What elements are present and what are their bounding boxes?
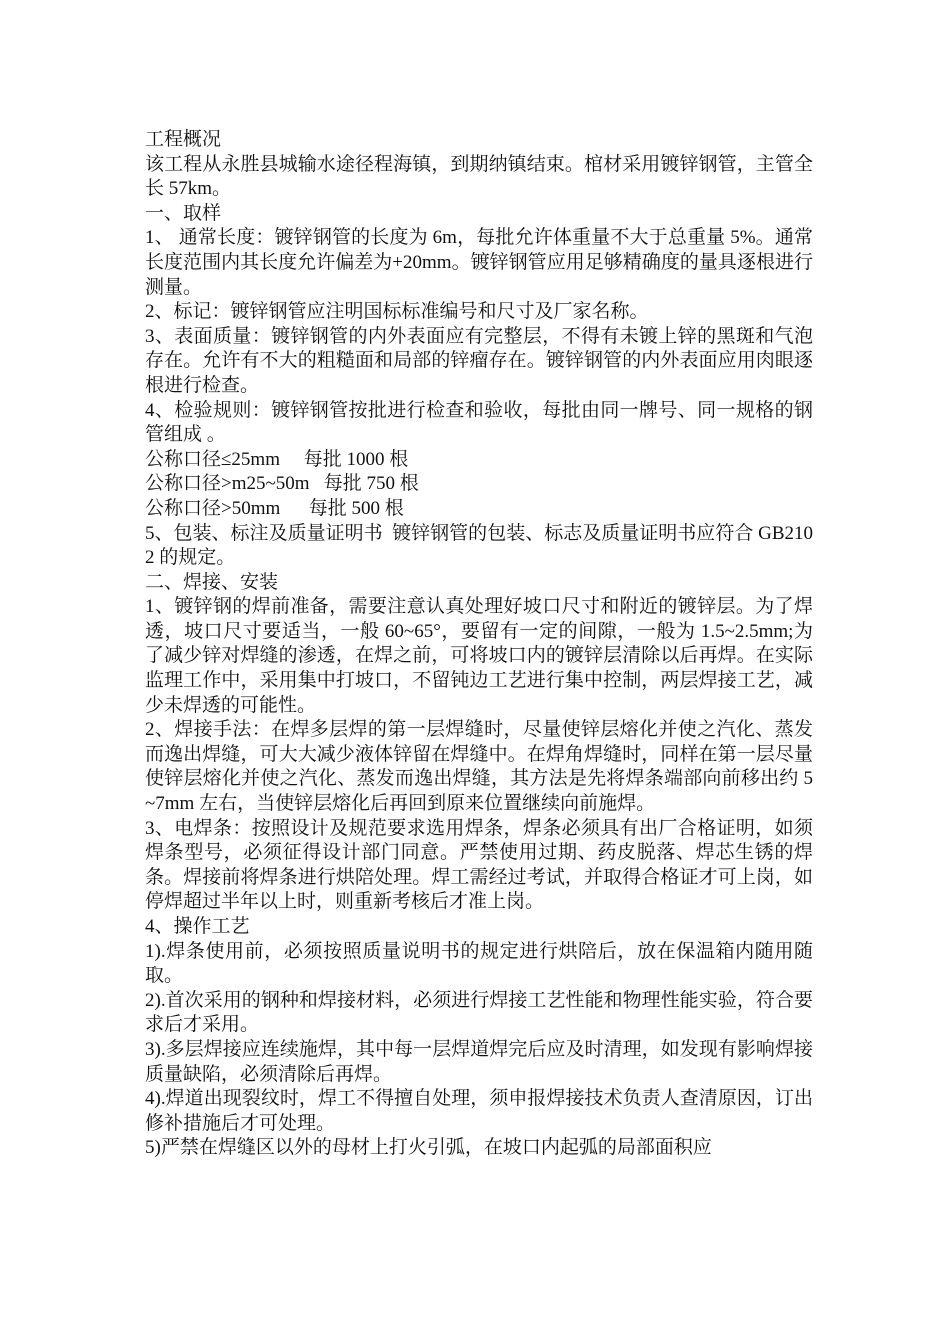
operation-step-3: 3).多层焊接应连续施焊，其中每一层焊道焊完后应及时清理，如发现有影响焊接质量缺陷，必须清除后再焊。	[145, 1038, 813, 1085]
section-heading-welding: 二、焊接、安装	[145, 571, 279, 593]
operation-step-1: 1).焊条使用前，必须按照质量说明书的规定进行烘陪后，放在保温箱内随用随取。	[145, 940, 813, 987]
paragraph-project-overview: 该工程从永胜县城输水途径程海镇，到期纳镇结束。棺材采用镀锌钢管，主管全长 57km。	[145, 153, 813, 200]
paragraph-surface-quality: 3、表面质量：镀锌钢管的内外表面应有完整层，不得有未镀上锌的黑斑和气泡存在。允许有不大的粗糙面和局部的锌瘤存在。镀锌钢管的内外表面应用肉眼逐根进行检查。	[145, 325, 813, 396]
subsection-heading-operation: 4、操作工艺	[145, 916, 250, 937]
batch-line-medium: 公称口径>m25~50m 每批 750 根	[145, 473, 419, 495]
operation-step-5: 5)严禁在焊缝区以外的母材上打火引弧，在坡口内起弧的局部面积应	[145, 1137, 712, 1159]
document-title: 工程概况	[145, 129, 222, 150]
operation-step-2: 2).首次采用的钢种和焊接材料，必须进行焊接工艺性能和物理性能实验，符合要求后才采用。	[145, 989, 813, 1036]
paragraph-electrodes: 3、电焊条：按照设计及规范要求选用焊条，焊条必须具有出厂合格证明，如须焊条型号，必须征得设计部门同意。严禁使用过期、药皮脱落、焊芯生锈的焊条。焊接前将焊条进行烘陪处理。焊工需经过考试，并取得合格证才可上岗，如停焊超过半年以上时，则重新考核后才准上岗。	[145, 817, 813, 913]
paragraph-weld-preparation: 1、镀锌钢的焊前准备，需要注意认真处理好坡口尺寸和附近的镀锌层。为了焊透，坡口尺寸要适当，一般 60~65°，要留有一定的间隙，一般为 1.5~2.5mm;为了减少锌对焊缝的渗透，在焊之前，可将坡口内的镀锌层清除以后再焊。在实际监理工作中，采用集中打坡口，不留钝边工艺进行集中控制，两层焊接工艺，减少未焊透的可能性。	[145, 596, 813, 716]
paragraph-packaging: 5、包装、标注及质量证明书 镀锌钢管的包装、标志及质量证明书应符合 GB2102 的规定。	[145, 522, 813, 569]
paragraph-marking: 2、标记：镀锌钢管应注明国标标准编号和尺寸及厂家名称。	[145, 301, 649, 323]
paragraph-length: 1、 通常长度：镀锌钢管的长度为 6m，每批允许体重量不大于总重量 5%。通常长度范围内其长度允许偏差为+20mm。镀锌钢管应用足够精确度的量具逐根进行测量。	[145, 227, 813, 298]
batch-line-large: 公称口径>50mm 每批 500 根	[145, 497, 404, 519]
operation-step-4: 4).焊道出现裂纹时，焊工不得擅自处理，须申报焊接技术负责人查清原因，订出修补措施后才可处理。	[145, 1088, 813, 1134]
document-page	[145, 128, 813, 1161]
paragraph-weld-technique: 2、焊接手法：在焊多层焊的第一层焊缝时，尽量使锌层熔化并使之汽化、蒸发而逸出焊缝，可大大减少液体锌留在焊缝中。在焊角焊缝时，同样在第一层尽量使锌层熔化并使之汽化、蒸发而逸出焊缝，其方法是先将焊条端部向前移出约 5~7mm 左右，当使锌层熔化后再回到原来位置继续向前施焊。	[145, 719, 813, 815]
batch-line-small: 公称口径≤25mm 每批 1000 根	[145, 448, 409, 470]
paragraph-inspection-rules: 4、检验规则：镀锌钢管按批进行检查和验收，每批由同一牌号、同一规格的钢管组成 。	[145, 399, 813, 446]
section-heading-sampling: 一、取样	[145, 202, 222, 224]
